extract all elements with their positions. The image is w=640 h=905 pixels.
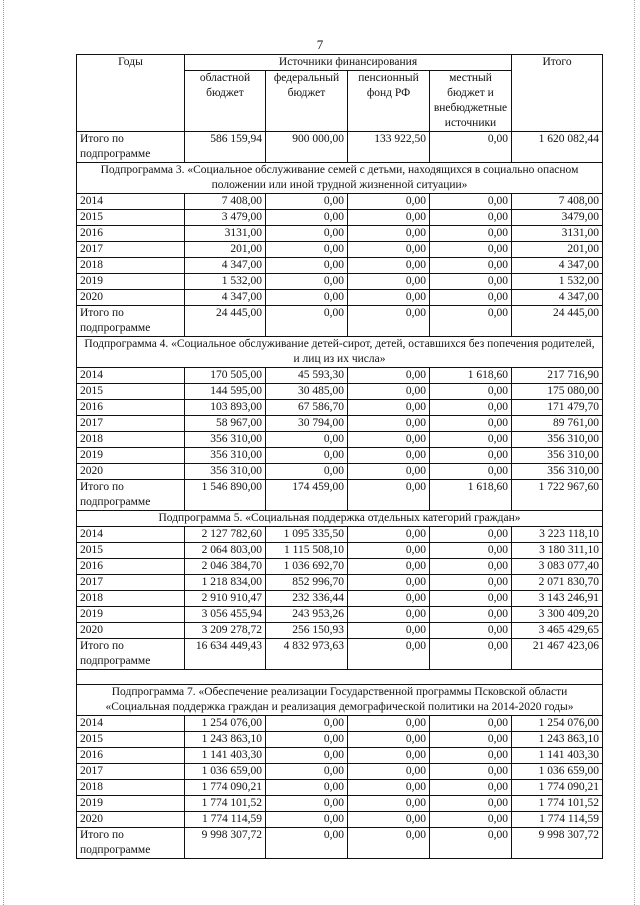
value-federal: 0,00: [266, 780, 348, 796]
value-pension: 0,00: [348, 716, 430, 732]
value-regional: 3 479,00: [185, 210, 266, 226]
value-federal: 1 036 692,70: [266, 559, 348, 575]
value-local: 0,00: [430, 716, 512, 732]
prev-total-row: [77, 132, 603, 163]
total-pension: 0,00: [348, 639, 430, 670]
value-federal: 0,00: [266, 274, 348, 290]
value-pension: 0,00: [348, 290, 430, 306]
value-federal: 0,00: [266, 716, 348, 732]
value-regional: 58 967,00: [185, 416, 266, 432]
value-pension: 0,00: [348, 400, 430, 416]
value-local: 0,00: [430, 780, 512, 796]
value-local: 0,00: [430, 448, 512, 464]
year-cell: 2018: [77, 780, 185, 796]
value-sum: 1 532,00: [512, 274, 603, 290]
subprogram-header-row: [77, 685, 603, 716]
total-federal: 0,00: [266, 828, 348, 859]
value-federal: 0,00: [266, 432, 348, 448]
year-cell: 2016: [77, 748, 185, 764]
value-pension: 0,00: [348, 812, 430, 828]
year-cell: 2014: [77, 716, 185, 732]
year-cell: 2016: [77, 226, 185, 242]
value-sum: 1 774 101,52: [512, 796, 603, 812]
year-cell: 2019: [77, 607, 185, 623]
value-pension: 0,00: [348, 416, 430, 432]
year-cell: 2019: [77, 274, 185, 290]
value-federal: 30 485,00: [266, 384, 348, 400]
value-federal: 0,00: [266, 748, 348, 764]
total-sum: 24 445,00: [512, 306, 603, 337]
table-row: [77, 796, 603, 812]
value-federal: 0,00: [266, 290, 348, 306]
value-regional: 144 595,00: [185, 384, 266, 400]
value-federal: 0,00: [266, 194, 348, 210]
total-label: Итого по подпрограмме: [77, 639, 185, 670]
table-row: [77, 210, 603, 226]
year-cell: 2020: [77, 290, 185, 306]
value-regional: 103 893,00: [185, 400, 266, 416]
value-regional: 3 209 278,72: [185, 623, 266, 639]
value-pension: 0,00: [348, 464, 430, 480]
value-local: 0,00: [430, 226, 512, 242]
total-sum: 1 722 967,60: [512, 480, 603, 511]
table-row: [77, 416, 603, 432]
table-header: [77, 55, 603, 132]
page-number: 7: [316, 37, 324, 52]
value-federal: 1 095 335,50: [266, 527, 348, 543]
value-pension: 0,00: [348, 448, 430, 464]
value-pension: 0,00: [348, 274, 430, 290]
total-local: 0,00: [430, 132, 512, 163]
value-pension: 0,00: [348, 591, 430, 607]
total-regional: 586 159,94: [185, 132, 266, 163]
value-federal: 0,00: [266, 796, 348, 812]
value-regional: 7 408,00: [185, 194, 266, 210]
total-federal: 0,00: [266, 306, 348, 337]
table-row: [77, 623, 603, 639]
table-row: [77, 448, 603, 464]
table-row: [77, 575, 603, 591]
header-local: местный бюджет и внебюджетные источники: [430, 71, 512, 132]
value-regional: 356 310,00: [185, 432, 266, 448]
value-federal: 0,00: [266, 210, 348, 226]
subprogram-header-row: [77, 163, 603, 194]
value-sum: 1 141 403,30: [512, 748, 603, 764]
value-federal: 852 996,70: [266, 575, 348, 591]
value-sum: 356 310,00: [512, 464, 603, 480]
scan-right-edge: [634, 0, 636, 905]
year-cell: 2017: [77, 242, 185, 258]
header-sources: Источники финансирования: [185, 55, 512, 71]
value-sum: 1 774 090,21: [512, 780, 603, 796]
table-row: [77, 812, 603, 828]
value-federal: 243 953,26: [266, 607, 348, 623]
value-sum: 1 243 863,10: [512, 732, 603, 748]
table-row: [77, 607, 603, 623]
value-local: 0,00: [430, 764, 512, 780]
value-regional: 4 347,00: [185, 290, 266, 306]
value-regional: 356 310,00: [185, 448, 266, 464]
year-cell: 2018: [77, 258, 185, 274]
value-regional: 1 532,00: [185, 274, 266, 290]
value-pension: 0,00: [348, 226, 430, 242]
table-row: [77, 732, 603, 748]
total-local: 0,00: [430, 306, 512, 337]
value-sum: 3 083 077,40: [512, 559, 603, 575]
scan-left-edge: [3, 0, 5, 905]
value-pension: 0,00: [348, 607, 430, 623]
value-local: 0,00: [430, 274, 512, 290]
value-regional: 4 347,00: [185, 258, 266, 274]
total-local: 1 618,60: [430, 480, 512, 511]
subprogram-total-row: [77, 480, 603, 511]
value-sum: 217 716,90: [512, 368, 603, 384]
value-local: 0,00: [430, 464, 512, 480]
value-sum: 89 761,00: [512, 416, 603, 432]
funding-table: [76, 54, 603, 859]
table-row: [77, 780, 603, 796]
year-cell: 2015: [77, 543, 185, 559]
value-pension: 0,00: [348, 194, 430, 210]
value-local: 0,00: [430, 559, 512, 575]
total-federal: 174 459,00: [266, 480, 348, 511]
table-row: [77, 258, 603, 274]
value-regional: 1 243 863,10: [185, 732, 266, 748]
year-cell: 2018: [77, 432, 185, 448]
value-regional: 2 064 803,00: [185, 543, 266, 559]
value-regional: 1 774 101,52: [185, 796, 266, 812]
value-pension: 0,00: [348, 384, 430, 400]
value-federal: 0,00: [266, 764, 348, 780]
year-cell: 2014: [77, 194, 185, 210]
value-local: 0,00: [430, 258, 512, 274]
value-regional: 201,00: [185, 242, 266, 258]
value-sum: 356 310,00: [512, 448, 603, 464]
value-local: 0,00: [430, 543, 512, 559]
spacer-row: [77, 670, 603, 685]
year-cell: 2019: [77, 448, 185, 464]
header-pension: пенсионный фонд РФ: [348, 71, 430, 132]
subprogram-total-row: [77, 828, 603, 859]
table-row: [77, 432, 603, 448]
year-cell: 2015: [77, 384, 185, 400]
value-federal: 1 115 508,10: [266, 543, 348, 559]
table-row: [77, 274, 603, 290]
value-local: 0,00: [430, 432, 512, 448]
value-sum: 4 347,00: [512, 258, 603, 274]
value-regional: 170 505,00: [185, 368, 266, 384]
total-regional: 9 998 307,72: [185, 828, 266, 859]
table-row: [77, 464, 603, 480]
value-regional: 2 910 910,47: [185, 591, 266, 607]
year-cell: 2017: [77, 575, 185, 591]
table-body: [77, 132, 603, 859]
table-row: [77, 368, 603, 384]
total-federal: 4 832 973,63: [266, 639, 348, 670]
header-federal: федеральный бюджет: [266, 71, 348, 132]
value-federal: 0,00: [266, 812, 348, 828]
value-federal: 67 586,70: [266, 400, 348, 416]
value-local: 0,00: [430, 400, 512, 416]
value-pension: 0,00: [348, 242, 430, 258]
year-cell: 2019: [77, 796, 185, 812]
value-local: 0,00: [430, 416, 512, 432]
total-pension: 133 922,50: [348, 132, 430, 163]
header-years: Годы: [77, 55, 185, 132]
year-cell: 2016: [77, 559, 185, 575]
value-sum: 2 071 830,70: [512, 575, 603, 591]
year-cell: 2014: [77, 368, 185, 384]
subprogram-title: Подпрограмма 5. «Социальная поддержка отдельных категорий граждан»: [77, 511, 603, 527]
value-federal: 0,00: [266, 448, 348, 464]
value-sum: 1 254 076,00: [512, 716, 603, 732]
total-label: Итого по подпрограмме: [77, 306, 185, 337]
total-pension: 0,00: [348, 828, 430, 859]
value-regional: 356 310,00: [185, 464, 266, 480]
total-sum: 1 620 082,44: [512, 132, 603, 163]
total-label: Итого по подпрограмме: [77, 480, 185, 511]
total-local: 0,00: [430, 639, 512, 670]
value-sum: 171 479,70: [512, 400, 603, 416]
value-local: 0,00: [430, 607, 512, 623]
value-regional: 1 254 076,00: [185, 716, 266, 732]
table-row: [77, 559, 603, 575]
value-federal: 30 794,00: [266, 416, 348, 432]
value-local: 0,00: [430, 591, 512, 607]
value-pension: 0,00: [348, 527, 430, 543]
total-regional: 24 445,00: [185, 306, 266, 337]
value-pension: 0,00: [348, 210, 430, 226]
header-regional: областной бюджет: [185, 71, 266, 132]
value-sum: 4 347,00: [512, 290, 603, 306]
value-local: 1 618,60: [430, 368, 512, 384]
value-regional: 2 127 782,60: [185, 527, 266, 543]
table-row: [77, 716, 603, 732]
value-pension: 0,00: [348, 258, 430, 274]
value-local: 0,00: [430, 242, 512, 258]
value-pension: 0,00: [348, 796, 430, 812]
value-federal: 0,00: [266, 464, 348, 480]
value-pension: 0,00: [348, 543, 430, 559]
value-federal: 45 593,30: [266, 368, 348, 384]
value-sum: 1 036 659,00: [512, 764, 603, 780]
value-local: 0,00: [430, 384, 512, 400]
table-row: [77, 543, 603, 559]
total-pension: 0,00: [348, 480, 430, 511]
year-cell: 2017: [77, 764, 185, 780]
value-pension: 0,00: [348, 780, 430, 796]
value-sum: 3 180 311,10: [512, 543, 603, 559]
year-cell: 2015: [77, 732, 185, 748]
value-pension: 0,00: [348, 623, 430, 639]
value-regional: 1 141 403,30: [185, 748, 266, 764]
table-row: [77, 194, 603, 210]
value-pension: 0,00: [348, 764, 430, 780]
value-federal: 0,00: [266, 258, 348, 274]
table-row: [77, 400, 603, 416]
value-federal: 0,00: [266, 242, 348, 258]
subprogram-total-row: [77, 639, 603, 670]
value-local: 0,00: [430, 812, 512, 828]
total-sum: 21 467 423,06: [512, 639, 603, 670]
value-regional: 1 774 114,59: [185, 812, 266, 828]
value-sum: 3479,00: [512, 210, 603, 226]
value-local: 0,00: [430, 575, 512, 591]
value-sum: 356 310,00: [512, 432, 603, 448]
value-pension: 0,00: [348, 748, 430, 764]
table-row: [77, 527, 603, 543]
total-label: Итого по подпрограмме: [77, 132, 185, 163]
subprogram-title: Подпрограмма 4. «Социальное обслуживание детей-сирот, детей, оставшихся без попечения родителей, и лиц из их числа»: [77, 337, 603, 368]
value-local: 0,00: [430, 210, 512, 226]
year-cell: 2018: [77, 591, 185, 607]
value-federal: 0,00: [266, 732, 348, 748]
value-sum: 3 465 429,65: [512, 623, 603, 639]
value-regional: 2 046 384,70: [185, 559, 266, 575]
year-cell: 2016: [77, 400, 185, 416]
value-pension: 0,00: [348, 432, 430, 448]
subprogram-total-row: [77, 306, 603, 337]
value-local: 0,00: [430, 290, 512, 306]
value-regional: 1 036 659,00: [185, 764, 266, 780]
value-sum: 3 223 118,10: [512, 527, 603, 543]
year-cell: 2020: [77, 464, 185, 480]
value-local: 0,00: [430, 732, 512, 748]
table-row: [77, 242, 603, 258]
value-local: 0,00: [430, 796, 512, 812]
total-pension: 0,00: [348, 306, 430, 337]
value-local: 0,00: [430, 623, 512, 639]
value-regional: 1 774 090,21: [185, 780, 266, 796]
value-sum: 3 300 409,20: [512, 607, 603, 623]
value-pension: 0,00: [348, 575, 430, 591]
value-sum: 3131,00: [512, 226, 603, 242]
table-row: [77, 764, 603, 780]
value-federal: 256 150,93: [266, 623, 348, 639]
year-cell: 2020: [77, 812, 185, 828]
value-regional: 1 218 834,00: [185, 575, 266, 591]
value-sum: 175 080,00: [512, 384, 603, 400]
total-federal: 900 000,00: [266, 132, 348, 163]
value-federal: 0,00: [266, 226, 348, 242]
value-sum: 1 774 114,59: [512, 812, 603, 828]
total-sum: 9 998 307,72: [512, 828, 603, 859]
value-pension: 0,00: [348, 732, 430, 748]
value-local: 0,00: [430, 748, 512, 764]
table-row: [77, 591, 603, 607]
total-local: 0,00: [430, 828, 512, 859]
value-sum: 7 408,00: [512, 194, 603, 210]
value-federal: 232 336,44: [266, 591, 348, 607]
value-sum: 201,00: [512, 242, 603, 258]
value-pension: 0,00: [348, 559, 430, 575]
value-local: 0,00: [430, 527, 512, 543]
total-regional: 16 634 449,43: [185, 639, 266, 670]
value-regional: 3 056 455,94: [185, 607, 266, 623]
value-sum: 3 143 246,91: [512, 591, 603, 607]
year-cell: 2014: [77, 527, 185, 543]
table-row: [77, 290, 603, 306]
total-label: Итого по подпрограмме: [77, 828, 185, 859]
subprogram-title: Подпрограмма 3. «Социальное обслуживание семей с детьми, находящихся в социально опасном положении или иной трудной жизненной ситуации»: [77, 163, 603, 194]
value-local: 0,00: [430, 194, 512, 210]
subprogram-header-row: [77, 511, 603, 527]
subprogram-title: Подпрограмма 7. «Обеспечение реализации Государственной программы Псковской области «Социальная поддержка граждан и реализация демографической политики на 2014-2020 годы»: [77, 685, 603, 716]
year-cell: 2017: [77, 416, 185, 432]
year-cell: 2020: [77, 623, 185, 639]
subprogram-header-row: [77, 337, 603, 368]
table-row: [77, 748, 603, 764]
spacer-cell: [77, 670, 603, 685]
value-regional: 3131,00: [185, 226, 266, 242]
table-row: [77, 226, 603, 242]
table-row: [77, 384, 603, 400]
header-total: Итого: [512, 55, 603, 132]
value-pension: 0,00: [348, 368, 430, 384]
total-regional: 1 546 890,00: [185, 480, 266, 511]
year-cell: 2015: [77, 210, 185, 226]
